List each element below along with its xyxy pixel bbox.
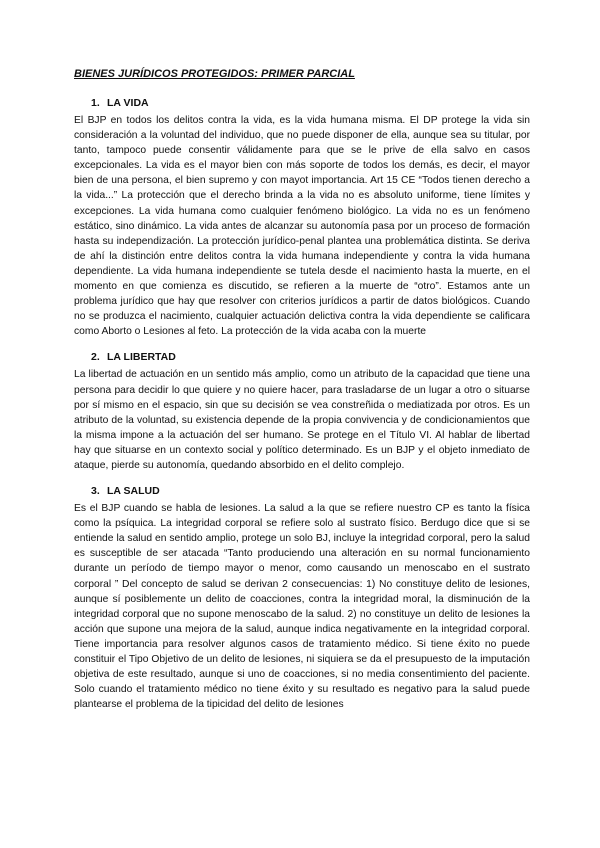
section-heading: [74, 97, 530, 110]
section-la-salud: [74, 485, 530, 712]
section-heading-text: LA LIBERTAD: [107, 351, 176, 364]
document-page: [74, 68, 530, 724]
section-body: La libertad de actuación en un sentido más amplio, como un atributo de la capacidad que tiene una persona para decidir lo que quiere y no quiere hacer, para trasladarse de un lugar a otro o situarse por sí mismo en el espacio, sin que su decisión se vea constreñida o mediatizada por otros. Es un atributo de la voluntad, su existencia depende de la propia convivencia y de condicionamientos que la misma impone a la actuación del ser humano. Se protege en el Título VI. Al hablar de libertad hay que situarse en un contexto social y político determinado. Es un BJP y el objeto inmediato de ataque, pierde su autonomía, quedando absorbido en el delito complejo.: [74, 369, 530, 471]
section-la-libertad: [74, 351, 530, 473]
section-heading-text: LA SALUD: [107, 485, 160, 498]
section-heading: [74, 485, 530, 498]
document-title: BIENES JURÍDICOS PROTEGIDOS: PRIMER PARCIAL: [74, 68, 355, 80]
section-number: 3.: [91, 485, 100, 498]
section-heading-text: LA VIDA: [107, 97, 149, 109]
section-number: 1.: [91, 97, 100, 109]
section-heading: [74, 351, 530, 364]
section-la-vida: [74, 97, 530, 339]
section-body: El BJP en todos los delitos contra la vida, es la vida humana misma. El DP protege la vida sin consideración a la voluntad del individuo, que no puede disponer de ella, aunque sea su titular, por tanto, tampoco puede consentir válidamente para que se le prive de ella salvo en casos excepcionales. La vida es el mayor bien con más soporte de todos los demás, es decir, el mayor bien de una persona, el bien supremo y con mayot importancia. Art 15 CE “Todos tienen derecho a la vida...” La protección que el derecho brinda a la vida no es absoluto uniforme, tiene límites y excepciones. La vida humana como cualquier fenómeno biológico. La vida no es un fenómeno estático, sino dinámico. La vida antes de alcanzar su autonomía pasa por un proceso de formación hasta su independización. La protección jurídico-penal plantea una problemática distinta. Se deriva de ahí la distinción entre delitos contra la vida humana independiente y contra la vida humana dependiente. La vida humana independiente se tutela desde el nacimiento hasta la muerte, en el momento en que comienza es discutido, se refieren a la muerte de “otro”. Estamos ante un problema jurídico que hay que resolver con criterios jurídicos a partir de datos biológicos. Cuando no se produzca el nacimiento, cualquier actuación delictiva contra la vida dependiente se calificara como Aborto o Lesiones al feto. La protección de la vida acaba con la muerte: [74, 115, 530, 338]
section-number: 2.: [91, 351, 100, 364]
section-body: Es el BJP cuando se habla de lesiones. La salud a la que se refiere nuestro CP es tanto la física como la psíquica. La integridad corporal se refiere solo al sustrato físico. Berdugo dice que si se entiende la salud en sentido amplio, protege un solo BJ, incluye la integridad corporal, pero la salud es susceptible de ser atacada “Tanto produciendo una alteración en su normal funcionamiento durante un período de tiempo mayor o menor, como causando un menoscabo en el sustrato corporal ” Del concepto de salud se derivan 2 consecuencias: 1) No constituye delito de lesiones, aunque sí posiblemente un delito de coacciones, contra la integridad moral, la disminución de la integridad corporal que no supone menoscabo de la salud. 2) no constituye un delito de lesiones la acción que supone una mejora de la salud, aunque indica negativamente en la integridad corporal. Tiene importancia para resolver algunos casos de tratamiento médico. Si tiene éxito no puede constituir el Tipo Objetivo de un delito de lesiones, ni siquiera se da el presupuesto de la imputación objetiva de este resultado, aunque si uno de coacciones, si no media consentimiento del paciente. Solo cuando el tratamiento médico no tiene éxito y su resultado es negativo para la salud puede plantearse el problema de la tipicidad del delito de lesiones: [74, 503, 530, 711]
